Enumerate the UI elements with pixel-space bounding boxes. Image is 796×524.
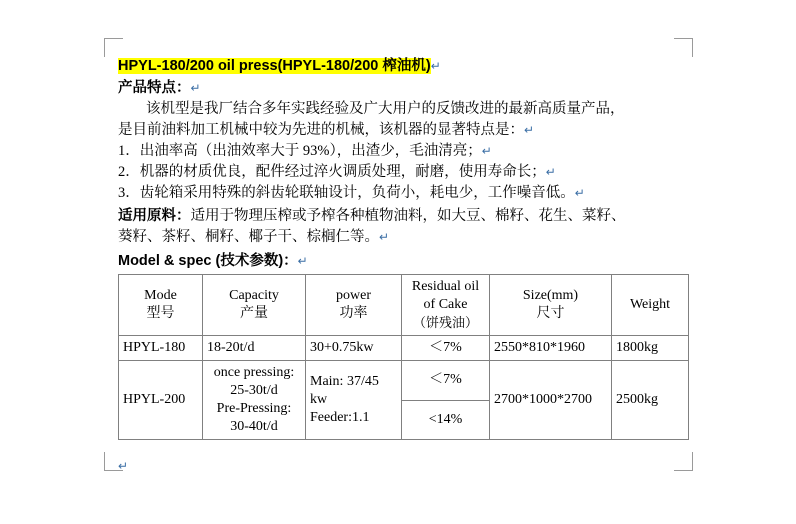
paragraph-mark-icon: ↵: [379, 230, 390, 244]
table-header-row: [119, 275, 689, 336]
cell-power: [306, 361, 402, 440]
header-en: Mode: [144, 288, 177, 303]
power-line-3: Feeder:1.1: [310, 410, 370, 425]
features-heading-text: 产品特点：: [118, 80, 191, 96]
cell-model: HPYL-180: [119, 336, 203, 361]
intro-line-2-text: 是目前油料加工机械中较为先进的机械，该机器的显著特点是：: [118, 122, 524, 138]
table-header-weight: [612, 275, 689, 336]
feature-item-2: [118, 162, 688, 183]
cell-model: HPYL-200: [119, 361, 203, 440]
cell-residual-oil: ＜7%: [402, 336, 490, 361]
material-line-1-text: 适用于物理压榨或予榨各种植物油料，如大豆、棉籽、花生、菜籽、: [190, 208, 626, 224]
header-cn: 功率: [339, 306, 368, 321]
crop-mark-top-right: [674, 38, 693, 57]
cell-size: 2550*810*1960: [490, 336, 612, 361]
table-row: [119, 361, 689, 401]
paragraph-mark-icon: ↵: [297, 254, 308, 268]
feature-item-1-text: 1．出油率高（出油效率大于 93%），出渣少，毛油清亮；: [118, 143, 482, 159]
material-line-2: [118, 227, 688, 248]
cell-capacity: 18-20t/d: [203, 336, 306, 361]
header-cn: 型号: [146, 306, 175, 321]
cell-power: 30+0.75kw: [306, 336, 402, 361]
crop-mark-top-left: [104, 38, 123, 57]
document-body: [118, 56, 688, 440]
paragraph-mark-icon: ↵: [545, 165, 556, 179]
paragraph-mark-icon: ↵: [118, 459, 129, 473]
table-header-power: [306, 275, 402, 336]
cell-residual-oil-bottom: <14%: [402, 400, 490, 440]
table-header-model: [119, 275, 203, 336]
header-en: Capacity: [229, 288, 279, 303]
feature-item-3: [118, 183, 688, 204]
crop-mark-bottom-right: [674, 452, 693, 471]
cell-weight: 1800kg: [612, 336, 689, 361]
header-en: power: [336, 288, 371, 303]
paragraph-mark-icon: ↵: [190, 81, 201, 95]
paragraph-mark-icon: ↵: [430, 59, 441, 73]
power-line-1: Main: 37/45: [310, 374, 379, 389]
header-en: Size(mm): [522, 288, 579, 303]
page-title-text: HPYL-180/200 oil press(HPYL-180/200 榨油机): [118, 58, 431, 74]
capacity-line-4: 30-40t/d: [230, 419, 278, 434]
features-heading: [118, 78, 688, 98]
spec-heading-text: Model & spec (技术参数)：: [118, 253, 298, 269]
table-header-size: [490, 275, 612, 336]
paragraph-mark-icon: ↵: [574, 186, 585, 200]
header-cn: 尺寸: [536, 306, 565, 321]
material-line-1: [118, 206, 688, 227]
feature-item-3-text: 3．齿轮箱采用特殊的斜齿轮联轴设计，负荷小，耗电少，工作噪音低。: [118, 185, 575, 201]
cell-capacity: [203, 361, 306, 440]
intro-line-2: [118, 120, 688, 141]
cell-residual-oil-top: ＜7%: [402, 361, 490, 401]
paragraph-mark-icon: ↵: [524, 123, 535, 137]
header-cn: （饼残油）: [412, 315, 478, 330]
material-label: 适用原料：: [118, 208, 191, 224]
material-line-2-text: 葵籽、茶籽、桐籽、椰子干、棕榈仁等。: [118, 229, 379, 245]
page-title: [118, 56, 688, 76]
feature-item-2-text: 2．机器的材质优良，配件经过淬火调质处理，耐磨，使用寿命长；: [118, 164, 546, 180]
table-header-capacity: [203, 275, 306, 336]
capacity-line-1: once pressing:: [213, 365, 295, 380]
power-line-2: kw: [310, 392, 328, 407]
header-en: Residual oil: [411, 279, 480, 294]
paragraph-mark-icon: ↵: [481, 144, 492, 158]
table-header-residual-oil: [402, 275, 490, 336]
header-en: Weight: [629, 297, 671, 312]
spec-heading: [118, 251, 688, 271]
intro-line-1: 该机型是我厂结合多年实践经验及广大用户的反馈改进的最新高质量产品，: [146, 101, 625, 117]
cell-size: 2700*1000*2700: [490, 361, 612, 440]
header-en-2: of Cake: [423, 297, 468, 312]
capacity-line-2: 25-30t/d: [230, 383, 278, 398]
capacity-line-3: Pre-Pressing:: [216, 401, 292, 416]
feature-item-1: [118, 141, 688, 162]
spec-table: [118, 274, 689, 440]
table-row: [119, 336, 689, 361]
header-cn: 产量: [240, 306, 268, 321]
cell-weight: 2500kg: [612, 361, 689, 440]
